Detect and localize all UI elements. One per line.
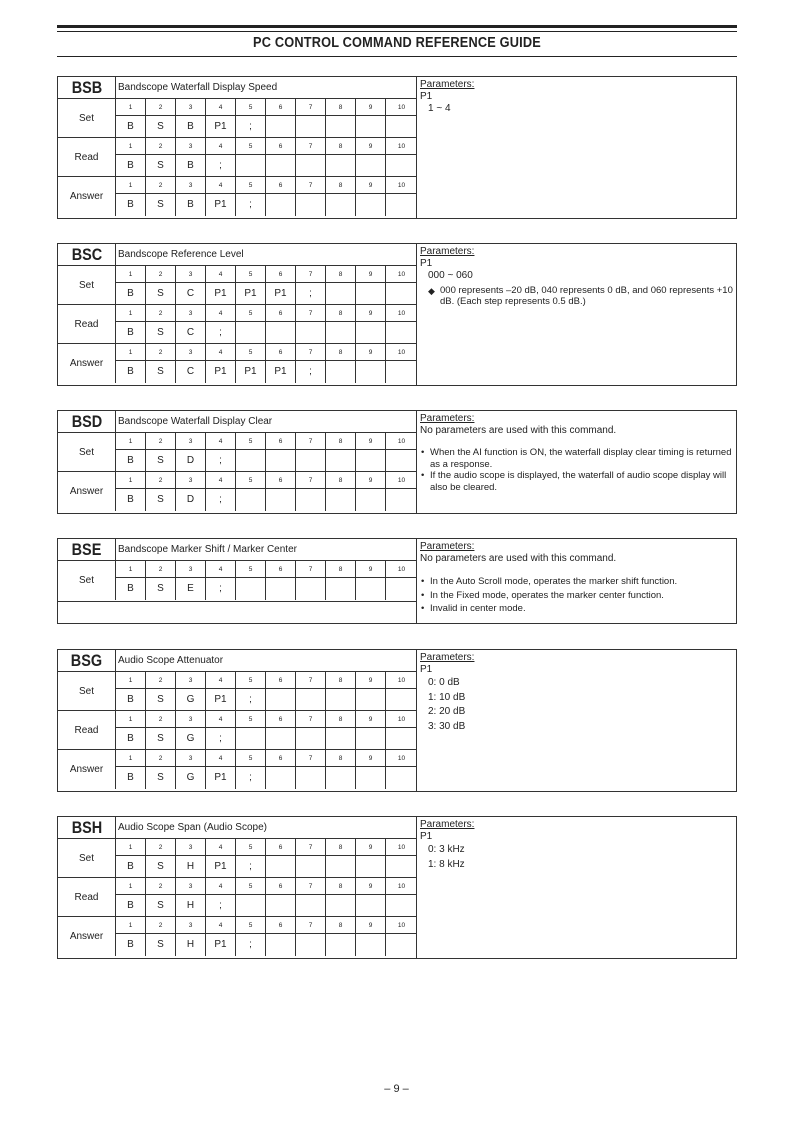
command-syntax-table [58,77,417,218]
command-title: Bandscope Marker Shift / Marker Center [116,539,416,561]
syntax-value-row: B S H ; [116,895,417,917]
command-title: Bandscope Reference Level [116,244,416,266]
notes-list [420,575,733,616]
parameters-panel [417,411,736,513]
parameters-panel [417,539,736,623]
row-label: Set [58,561,116,600]
syntax-row-read [58,878,417,917]
parameters-panel [417,77,736,218]
syntax-value-row: B S G P1 ; [116,767,417,789]
command-syntax-table [58,817,417,958]
row-label: Set [58,266,116,304]
parameter-label: P1 [420,664,433,675]
parameters-heading: Parameters: [420,652,475,663]
syntax-row-read [58,305,417,344]
syntax-row-set [58,672,417,711]
row-label: Read [58,138,116,176]
row-label: Set [58,839,116,877]
command-code: BSB [58,77,116,99]
notes-list [420,447,733,493]
parameter-label: P1 [420,91,433,102]
parameters-none-text: No parameters are used with this command. [420,425,617,436]
command-code: BSC [58,244,116,266]
syntax-row-answer [58,472,417,511]
column-number-row: 1 2 3 4 5 6 7 8 9 10 [116,750,417,767]
bullet-icon: • [421,470,425,481]
syntax-row-read [58,138,417,177]
list-item: 0: 0 dB [428,677,460,688]
empty-row [58,601,417,622]
syntax-value-row: B S D ; [116,450,417,472]
command-title: Audio Scope Attenuator [116,650,416,672]
syntax-value-row: B S G P1 ; [116,689,417,711]
row-label: Read [58,878,116,916]
list-item: • When the AI function is ON, the waterfall display clear timing is returned as a response. [421,447,732,470]
syntax-row-answer [58,917,417,956]
row-label: Set [58,99,116,137]
syntax-value-row: B S D ; [116,489,417,511]
syntax-value-row: B S B ; [116,155,417,177]
command-block-bsg [57,649,737,792]
row-label: Answer [58,344,116,383]
column-number-row: 1 2 3 4 5 6 7 8 9 10 [116,138,417,155]
syntax-row-answer [58,750,417,789]
command-block-bsh [57,816,737,959]
command-code: BSD [58,411,116,433]
column-number-row: 1 2 3 4 5 6 7 8 9 10 [116,99,417,116]
column-number-row: 1 2 3 4 5 6 7 8 9 10 [116,433,417,450]
bullet-icon: • [421,589,425,601]
parameters-heading: Parameters: [420,819,475,830]
command-block-bse [57,538,737,624]
row-label: Read [58,711,116,749]
column-number-row: 1 2 3 4 5 6 7 8 9 10 [116,917,417,934]
parameter-range: 000 ~ 060 [428,270,473,281]
header-rule-thin [57,31,737,32]
command-block-bsc [57,243,737,386]
parameter-label: P1 [420,831,433,842]
page-number: – 9 – [384,1083,409,1095]
column-number-row: 1 2 3 4 5 6 7 8 9 10 [116,711,417,728]
list-item: 0: 3 kHz [428,844,465,855]
list-item: • In the Fixed mode, operates the marker center function. [421,589,664,601]
parameter-label: P1 [420,258,433,269]
row-label: Set [58,672,116,710]
syntax-row-read [58,711,417,750]
parameters-none-text: No parameters are used with this command. [420,553,617,564]
row-label: Answer [58,917,116,956]
syntax-row-set [58,99,417,138]
column-number-row: 1 2 3 4 5 6 7 8 9 10 [116,344,417,361]
command-block-bsb [57,76,737,219]
syntax-value-row: B S C P1 P1 P1 ; [116,361,417,383]
command-code: BSH [58,817,116,839]
list-item: • In the Auto Scroll mode, operates the marker shift function. [421,576,678,587]
command-syntax-table [58,539,417,623]
column-number-row: 1 2 3 4 5 6 7 8 9 10 [116,177,417,194]
parameter-options [420,676,733,734]
parameters-heading: Parameters: [420,246,475,257]
row-label: Answer [58,472,116,511]
list-item: • Invalid in center mode. [421,603,526,614]
command-code: BSG [58,650,116,672]
header-rule-bottom [57,56,737,57]
syntax-value-row: B S C P1 P1 P1 ; [116,283,417,305]
command-block-bsd [57,410,737,514]
row-label: Answer [58,750,116,789]
syntax-value-row: B S E ; [116,578,417,600]
list-item: • If the audio scope is displayed, the waterfall of audio scope display will also be cleared. [421,470,727,493]
list-item: 1: 10 dB [428,691,466,703]
syntax-row-set [58,433,417,472]
parameters-heading: Parameters: [420,413,475,424]
parameters-panel [417,817,736,958]
row-label: Set [58,433,116,471]
syntax-value-row: B S H P1 ; [116,856,417,878]
syntax-row-set [58,561,417,600]
column-number-row: 1 2 3 4 5 6 7 8 9 10 [116,839,417,856]
syntax-value-row: B S C ; [116,322,417,344]
syntax-value-row: B S G ; [116,728,417,750]
command-syntax-table [58,650,417,791]
command-syntax-table [58,411,417,513]
column-number-row: 1 2 3 4 5 6 7 8 9 10 [116,266,417,283]
header-rule-thick [57,25,737,28]
list-item: 3: 30 dB [428,720,466,732]
page-title: PC CONTROL COMMAND REFERENCE GUIDE [253,35,541,51]
list-item: 2: 20 dB [428,706,466,717]
command-title: Audio Scope Span (Audio Scope) [116,817,416,839]
bullet-icon: • [421,603,425,614]
row-label: Answer [58,177,116,216]
column-number-row: 1 2 3 4 5 6 7 8 9 10 [116,878,417,895]
column-number-row: 1 2 3 4 5 6 7 8 9 10 [116,305,417,322]
parameter-range: 1 ~ 4 [428,103,451,114]
syntax-value-row: B S H P1 ; [116,934,417,956]
row-label: Read [58,305,116,343]
syntax-row-answer [58,344,417,383]
command-title: Bandscope Waterfall Display Clear [116,411,416,433]
syntax-row-set [58,839,417,878]
parameter-options [420,843,733,872]
note-text: 000 represents –20 dB, 040 represents 0 dB, and 060 represents +10 dB. (Each step represents 0.5 dB.) [440,285,733,307]
column-number-row: 1 2 3 4 5 6 7 8 9 10 [116,672,417,689]
parameters-heading: Parameters: [420,79,475,90]
command-syntax-table [58,244,417,385]
syntax-row-set [58,266,417,305]
command-code: BSE [58,539,116,561]
parameters-panel [417,650,736,791]
list-item: 1: 8 kHz [428,858,465,870]
column-number-row: 1 2 3 4 5 6 7 8 9 10 [116,561,417,578]
parameters-panel [417,244,736,385]
syntax-row-answer [58,177,417,216]
syntax-value-row: B S B P1 ; [116,116,417,138]
bullet-icon: • [421,576,425,587]
parameter-note [420,286,733,307]
command-title: Bandscope Waterfall Display Speed [116,77,416,99]
diamond-icon: ◆ [428,286,435,296]
parameters-heading: Parameters: [420,541,475,552]
column-number-row: 1 2 3 4 5 6 7 8 9 10 [116,472,417,489]
syntax-value-row: B S B P1 ; [116,194,417,216]
bullet-icon: • [421,447,425,458]
